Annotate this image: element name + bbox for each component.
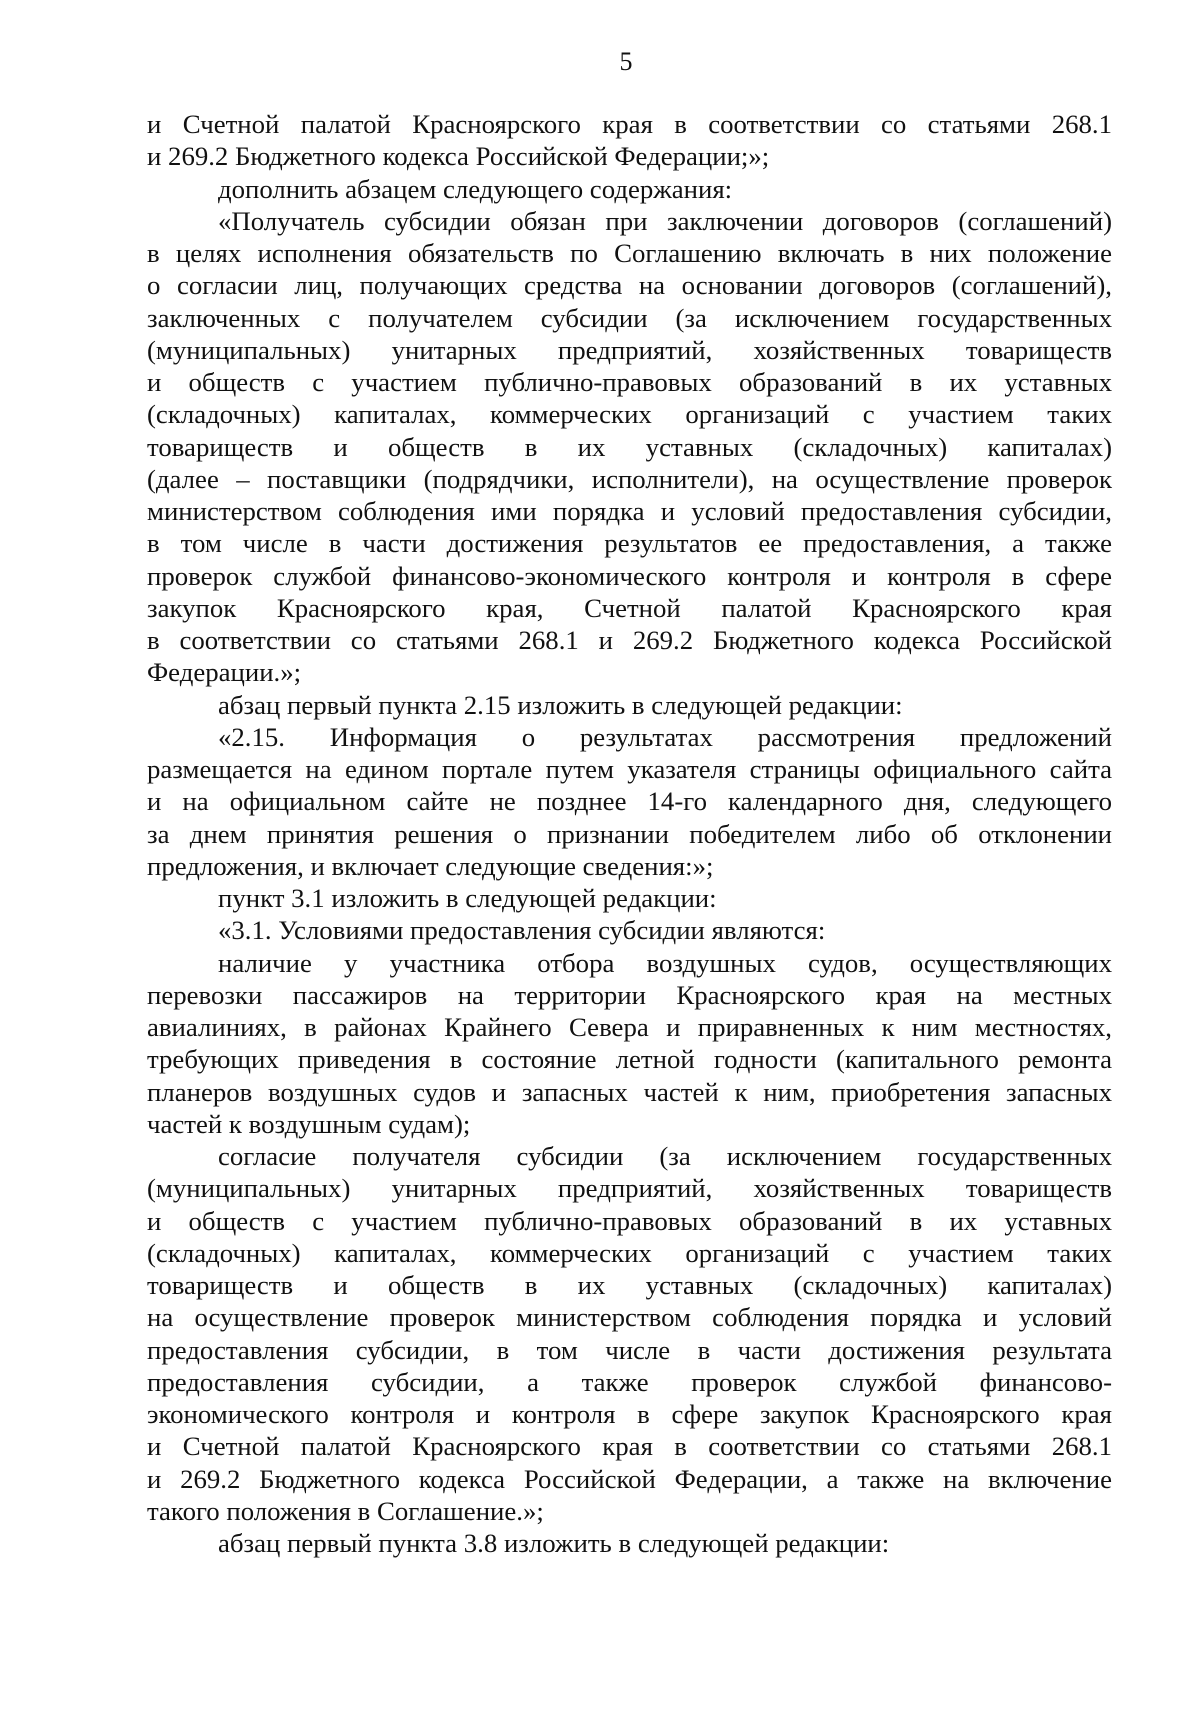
text-line: о согласии лиц, получающих средства на основании договоров (соглашений),	[147, 270, 1112, 301]
text-line: и на официальном сайте не позднее 14-го календарного дня, следующего	[147, 786, 1112, 817]
text-line: «Получатель субсидии обязан при заключении договоров (соглашений)	[218, 205, 1112, 236]
text-line: (муниципальных) унитарных предприятий, хозяйственных товариществ	[147, 1173, 1112, 1204]
text-line: товариществ и обществ в их уставных (складочных) капиталах)	[147, 431, 1112, 462]
text-line: «2.15. Информация о результатах рассмотрения предложений	[218, 721, 1112, 752]
text-line: (складочных) капиталах, коммерческих организаций с участием таких	[147, 399, 1112, 430]
text-line: согласие получателя субсидии (за исключением государственных	[218, 1141, 1112, 1171]
text-line: предложения, и включает следующие сведения:»;	[147, 850, 714, 881]
text-line: и 269.2 Бюджетного кодекса Российской Федерации;»;	[147, 141, 770, 172]
text-line: требующих приведения в состояние летной годности (капитального ремонта	[147, 1044, 1112, 1075]
text-line: (далее – поставщики (подрядчики, исполнители), на осуществление проверок	[147, 463, 1112, 494]
text-line: предоставления субсидии, в том числе в части достижения результата	[147, 1334, 1112, 1365]
page-number: 5	[619, 47, 633, 76]
text-line: наличие у участника отбора воздушных судов, осуществляющих	[218, 947, 1112, 978]
text-line: размещается на едином портале путем указателя страницы официального сайта	[147, 754, 1112, 784]
text-line: такого положения в Соглашение.»;	[147, 1495, 544, 1526]
text-line: проверок службой финансово-экономического контроля и контроля в сфере	[147, 560, 1112, 591]
text-line: товариществ и обществ в их уставных (складочных) капиталах)	[147, 1270, 1112, 1300]
text-line: в целях исполнения обязательств по Соглашению включать в них положение	[147, 238, 1112, 268]
text-line: в соответствии со статьями 268.1 и 269.2 Бюджетного кодекса Российской	[147, 625, 1112, 655]
text-line: частей к воздушным судам);	[147, 1108, 471, 1139]
text-line: заключенных с получателем субсидии (за исключением государственных	[147, 302, 1112, 333]
text-line: пункт 3.1 изложить в следующей редакции:	[218, 883, 717, 913]
text-line: планеров воздушных судов и запасных частей к ним, приобретения запасных	[147, 1076, 1112, 1107]
document-body	[147, 108, 1112, 1559]
text-line: абзац первый пункта 3.8 изложить в следующей редакции:	[218, 1528, 890, 1558]
text-line: экономического контроля и контроля в сфере закупок Красноярского края	[147, 1399, 1112, 1429]
text-line: закупок Красноярского края, Счетной палатой Красноярского края	[147, 592, 1112, 623]
text-line: перевозки пассажиров на территории Красноярского края на местных	[147, 979, 1112, 1010]
text-line: и 269.2 Бюджетного кодекса Российской Федерации, а также на включение	[147, 1463, 1112, 1494]
text-line: (складочных) капиталах, коммерческих организаций с участием таких	[147, 1237, 1112, 1268]
text-line: авиалиниях, в районах Крайнего Севера и приравненных к ним местностях,	[147, 1012, 1112, 1042]
text-line: абзац первый пункта 2.15 изложить в следующей редакции:	[218, 689, 903, 720]
text-line: за днем принятия решения о признании победителем либо об отклонении	[147, 818, 1112, 849]
text-line: и Счетной палатой Красноярского края в соответствии со статьями 268.1	[147, 109, 1112, 139]
text-line: «3.1. Условиями предоставления субсидии являются:	[218, 915, 826, 946]
text-line: предоставления субсидии, а также проверок службой финансово-	[147, 1366, 1112, 1397]
text-line: на осуществление проверок министерством соблюдения порядка и условий	[147, 1302, 1112, 1333]
text-line: дополнить абзацем следующего содержания:	[218, 173, 733, 204]
text-line: министерством соблюдения ими порядка и условий предоставления субсидии,	[147, 496, 1112, 526]
text-line: и обществ с участием публично-правовых образований в их уставных	[147, 1205, 1112, 1236]
text-line: и обществ с участием публично-правовых образований в их уставных	[147, 367, 1112, 397]
text-line: и Счетной палатой Красноярского края в соответствии со статьями 268.1	[147, 1431, 1112, 1462]
text-line: Федерации.»;	[147, 657, 302, 688]
text-line: в том числе в части достижения результатов ее предоставления, а также	[147, 528, 1112, 559]
text-line: (муниципальных) унитарных предприятий, хозяйственных товариществ	[147, 334, 1112, 365]
